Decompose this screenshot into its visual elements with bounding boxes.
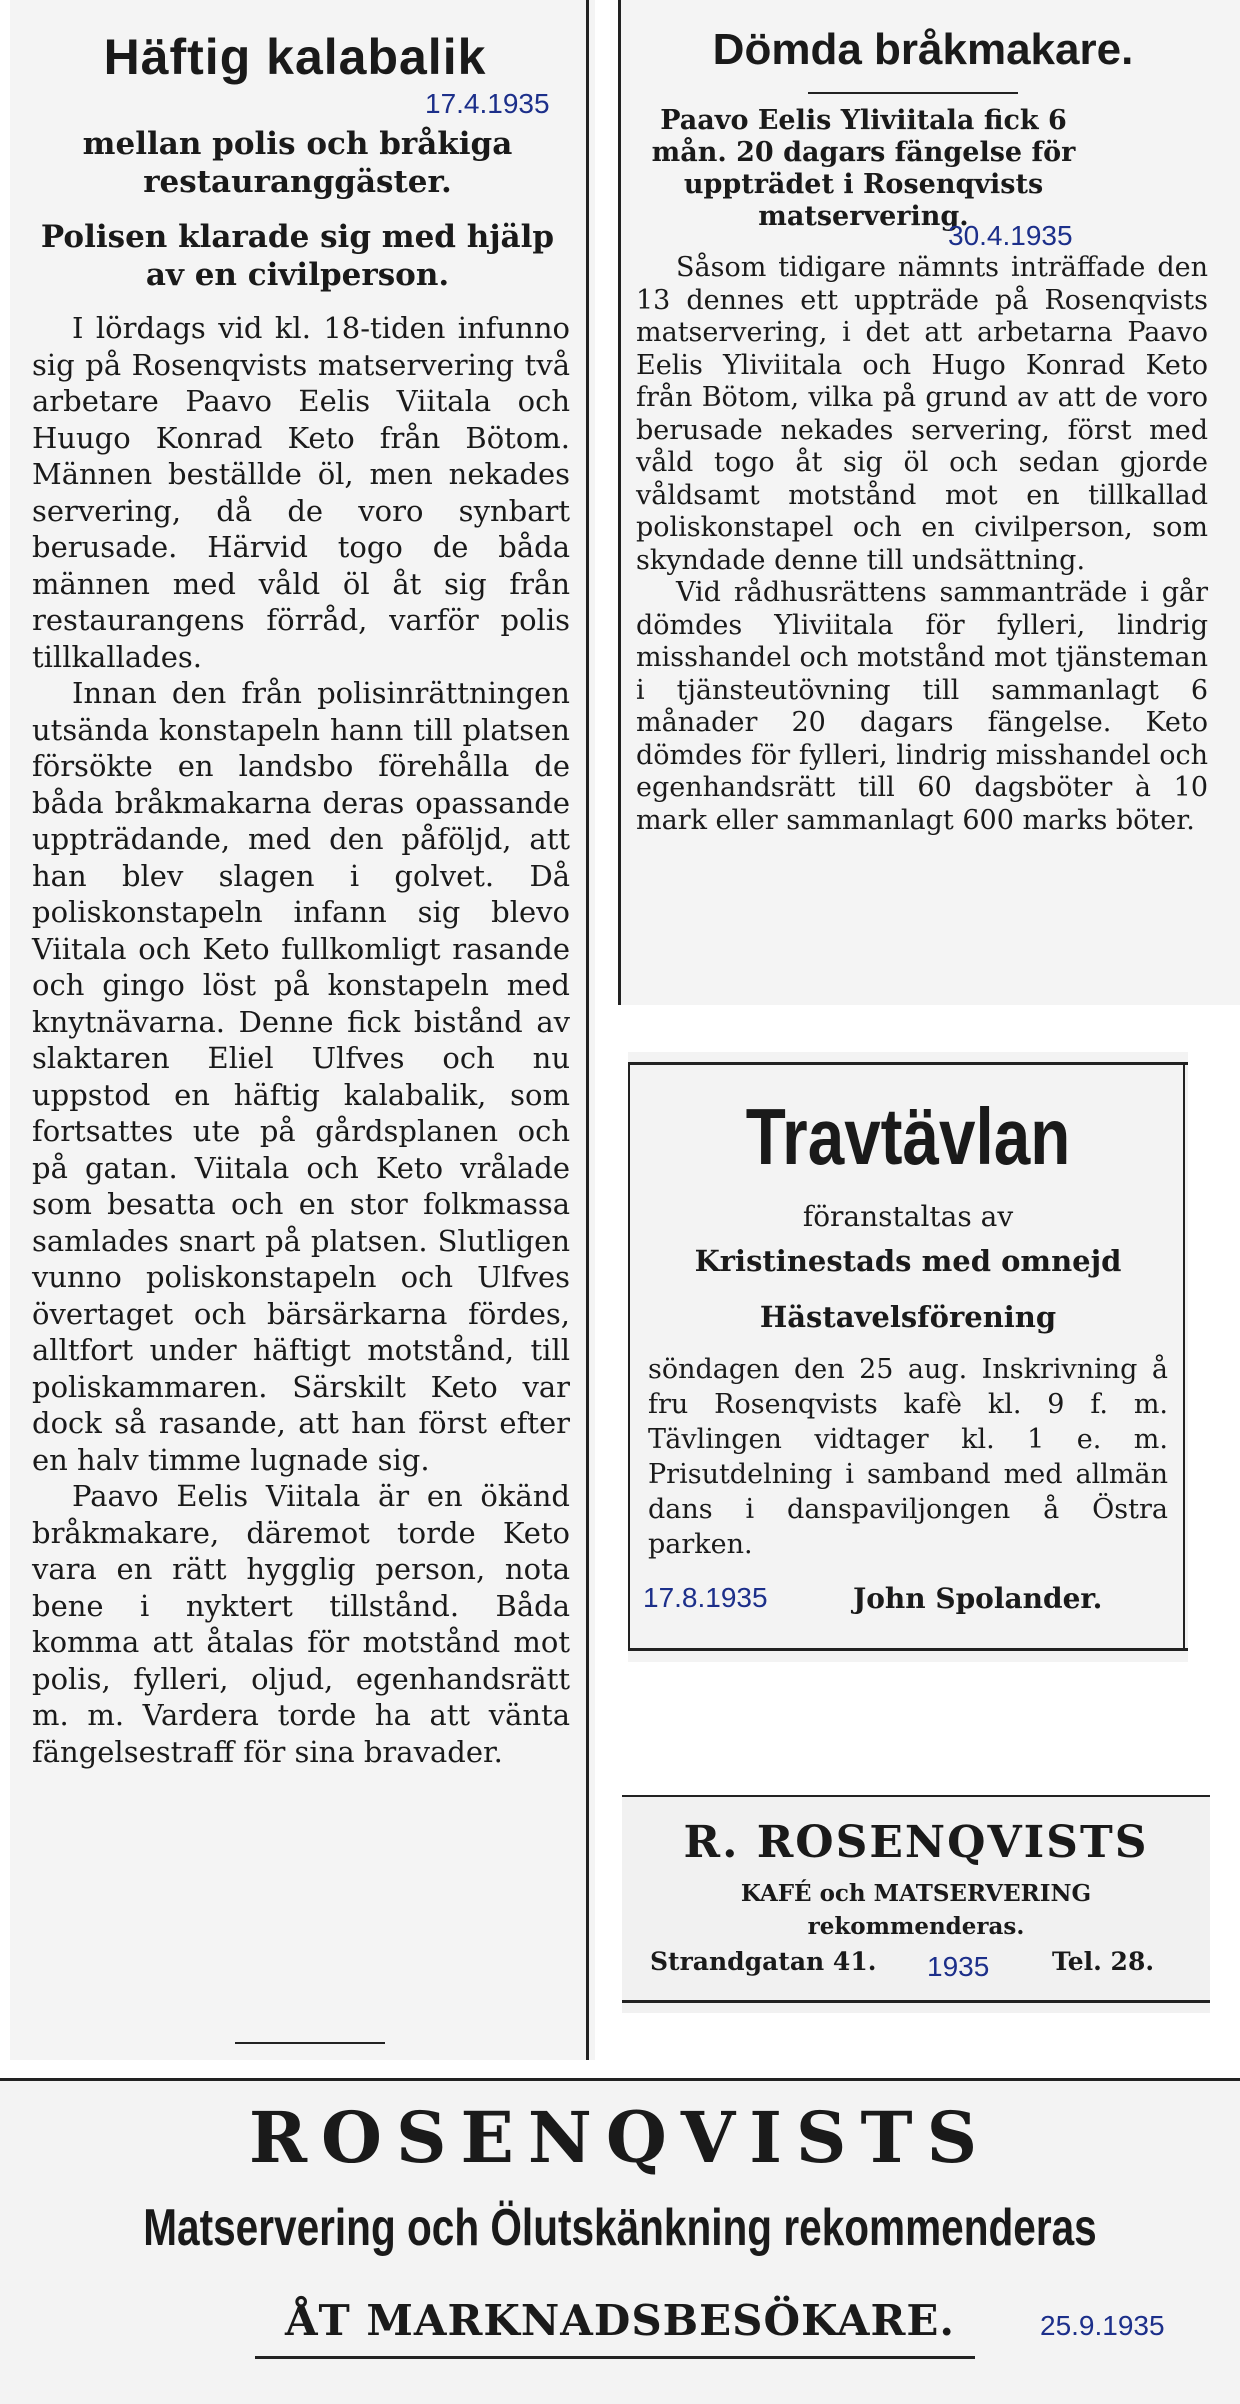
date-label: 17.8.1935 <box>643 1582 768 1613</box>
clipping-rosenqvists-kafe-ad <box>622 1795 1210 2013</box>
top-rule <box>622 1795 1210 1797</box>
underline <box>255 2356 975 2359</box>
article-body <box>636 252 1208 837</box>
headline: Häftig kalabalik <box>103 29 487 85</box>
organizer-name: Hästavelsförening <box>759 1300 1057 1334</box>
end-rule <box>235 2042 385 2044</box>
bottom-rule <box>628 1648 1188 1651</box>
paragraph: Paavo Eelis Viitala är en ökänd bråkmakare, däremot torde Keto vara en rätt hygglig person, nota bene i nyktert tillstånd. Båda komma att åtalas för motstånd mot polis, fylleri, oljud, egenhandsrätt m. m. Vardera torde ha att vänta fängelsestraff för sina bravader. <box>32 1479 570 1769</box>
paragraph: Såsom tidigare nämnts inträffade den 13 dennes ett uppträde på Rosenqvists matservering, i det att arbetarna Paavo Eelis Yliviitala och Hugo Konrad Keto från Bötom, vilka på grund av att de voro berusade nekades servering, först med våld togo åt sig öl och sedan gjorde våldsamt motstånd mot en tillkallad poliskonstapel och en civilperson, som skyndade denne till undsättning. <box>636 252 1208 576</box>
column-rule-right <box>586 0 589 2060</box>
ad-body: söndagen den 25 aug. Inskrivning å fru Rosenqvists kafè kl. 9 f. m. Tävlingen vidtager kl. 1 e. m. Prisutdelning i samband med allmän dans i danspaviljongen å Östra parken. <box>648 1354 1168 1560</box>
left-rule <box>628 1062 630 1650</box>
subheadline: Paavo Eelis Yliviitala fick 6 mån. 20 dagars fängelse för uppträdet i Rosenqvists matservering. <box>651 105 1076 232</box>
column-rule-left <box>618 0 621 1005</box>
headline: R. ROSENQVISTS <box>683 1817 1149 1868</box>
headline: ROSENQVISTS <box>248 2096 992 2179</box>
headline-rule <box>808 92 1018 94</box>
top-rule <box>0 2078 1240 2081</box>
headline: Dömda bråkmakare. <box>712 25 1134 74</box>
clipping-rosenqvists-marknad-ad <box>0 2078 1240 2404</box>
subline: föranstaltas av <box>802 1200 1014 1233</box>
clipping-domda-brakmakare <box>618 0 1240 1005</box>
headline: Travtävlan <box>745 1092 1071 1181</box>
right-rule <box>1183 1062 1185 1650</box>
top-rule <box>628 1062 1188 1065</box>
subline: Matservering och Ölutskänkning rekommenderas <box>143 2199 1097 2257</box>
subline-2: rekommenderas. <box>807 1913 1025 1940</box>
clipping-travtavlan-ad <box>628 1052 1188 1662</box>
signature: John Spolander. <box>853 1582 1103 1615</box>
date-label: 1935 <box>927 1951 990 1982</box>
subline-2: ÅT MARKNADSBESÖKARE. <box>284 2296 956 2345</box>
subheadline: mellan polis och bråkiga restauranggäster. <box>82 126 513 200</box>
paragraph: Innan den från polisinrättningen utsända konstapeln hann till platsen försökte en landsbo förehålla de båda bråkmakarna deras opassande uppträdande, med den påföljd, att han blev slagen i golvet. Då poliskonstapeln infann sig blevo Viitala och Keto fullkomligt rasande och gingo löst på konstapeln med knytnävarna. Denne fick bistånd av slaktaren Eliel Ulfves och nu uppstod en häftig kalabalik, som fortsattes ute på gårdsplanen och på gatan. Viitala och Keto vrålade som besatta och en stor folkmassa samlades snart på platsen. Slutligen vunno poliskonstapeln och Ulfves övertaget och bärsärkarna fördes, alltfort under häftigt motstånd, till poliskammaren. Särskilt Keto var dock så rasande, att han först efter en halv timme lugnade sig. <box>32 676 570 1477</box>
subline: KAFÉ och MATSERVERING <box>740 1880 1092 1907</box>
date-label: 17.4.1935 <box>425 88 550 119</box>
phone: Tel. 28. <box>1052 1947 1155 1976</box>
bottom-rule <box>622 2000 1210 2003</box>
organizer: Kristinestads med omnejd <box>694 1244 1122 1278</box>
clipping-haftig-kalabalik <box>10 0 595 2060</box>
article-body <box>32 310 570 1770</box>
paragraph: Vid rådhusrättens sammanträde i går dömdes Yliviitala för fylleri, lindrig misshandel och motstånd mot tjänsteman i tjänsteutövning till sammanlagt 6 månader 20 dagars fängelse. Keto dömdes för fylleri, lindrig misshandel och egenhandsrätt till 60 dagsböter à 10 mark eller sammanlagt 600 marks böter. <box>636 577 1208 836</box>
address: Strandgatan 41. <box>650 1947 877 1976</box>
date-label: 30.4.1935 <box>948 220 1073 251</box>
date-label: 25.9.1935 <box>1040 2310 1165 2341</box>
paragraph: I lördags vid kl. 18-tiden infunno sig på Rosenqvists matservering två arbetare Paavo Eelis Viitala och Huugo Konrad Keto från Bötom. Männen beställde öl, men nekades servering, då de voro synbart berusade. Härvid togo de båda männen med våld öl åt sig från restaurangens förråd, varför polis tillkallades. <box>32 311 570 674</box>
subheadline-2: Polisen klarade sig med hjälp av en civilperson. <box>40 219 555 293</box>
